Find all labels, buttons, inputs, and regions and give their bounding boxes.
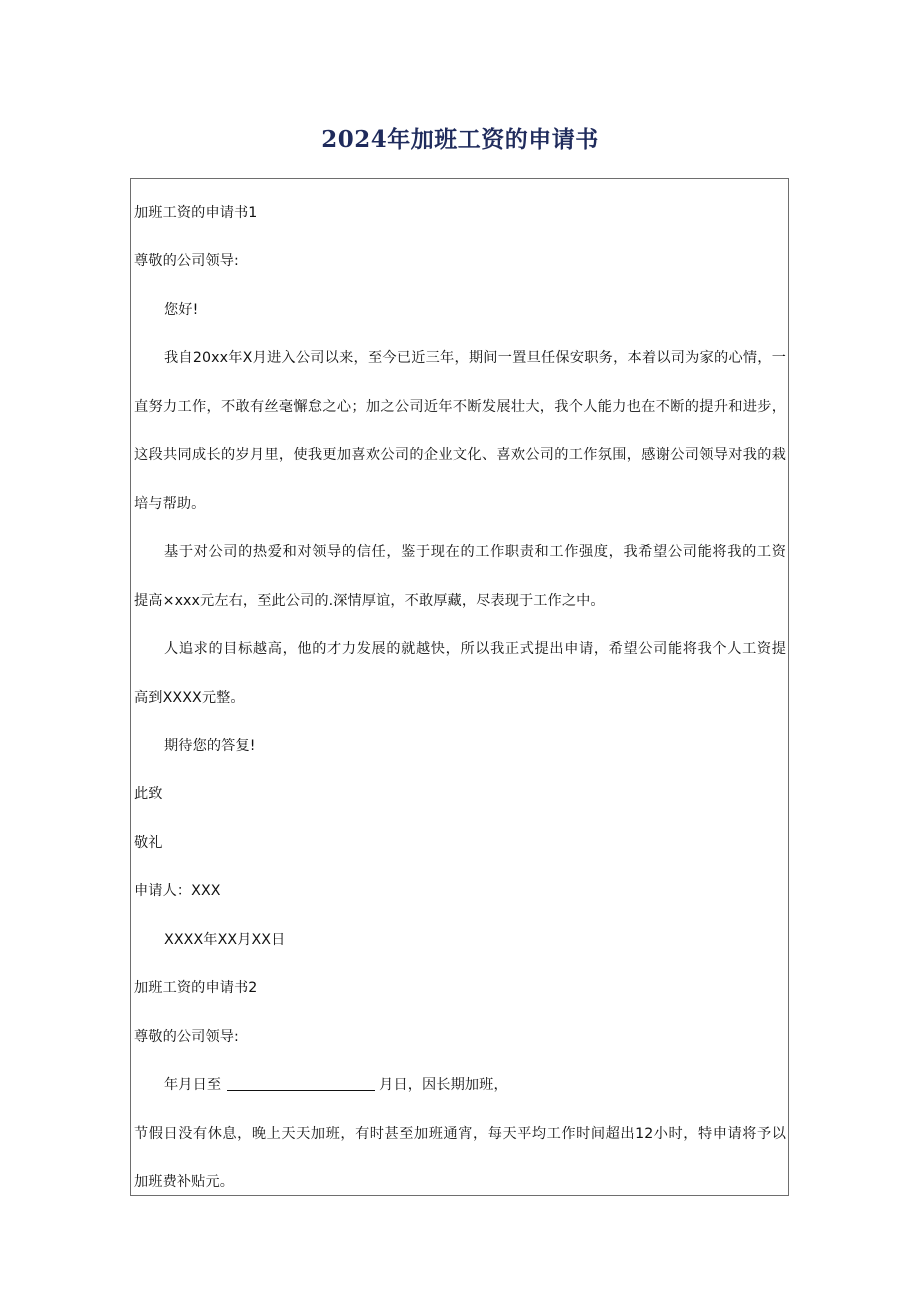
document-title: 2024年加班工资的申请书: [321, 126, 599, 153]
paragraph-line: 培与帮助。: [134, 496, 206, 512]
letter2-date-range-line: [164, 1073, 786, 1097]
letter1-jingli: 敬礼: [134, 835, 163, 851]
date-range-start: 年月日至: [164, 1077, 222, 1093]
paragraph-line: 高到XXXX元整。: [134, 690, 245, 706]
letter1-salutation: 尊敬的公司领导:: [134, 253, 239, 269]
letter1-applicant: 申请人：XXX: [134, 883, 221, 899]
letter1-heading: 加班工资的申请书1: [134, 205, 258, 221]
paragraph-line: 我自20xx年X月进入公司以来，至今已近三年，期间一置旦任保安职务，本着以司为家的心情，一: [164, 350, 786, 366]
fill-in-blank: [227, 1076, 375, 1091]
letter1-cizhi: 此致: [134, 786, 163, 802]
letter1-date: XXXX年XX月XX日: [164, 932, 286, 948]
paragraph-line: 提高×xxx元左右，至此公司的.深情厚谊，不敢厚藏，尽表现于工作之中。: [134, 593, 605, 609]
letter1-closing: 期待您的答复!: [164, 738, 256, 754]
letter1-greeting: 您好!: [164, 302, 199, 318]
letter2-salutation: 尊敬的公司领导:: [134, 1029, 239, 1045]
paragraph-line: 人追求的目标越高，他的才力发展的就越快，所以我正式提出申请，希望公司能将我个人工资提: [164, 641, 786, 657]
paragraph-line: 直努力工作，不敢有丝毫懈怠之心；加之公司近年不断发展壮大，我个人能力也在不断的提升和进步，: [134, 399, 786, 415]
letter2-heading: 加班工资的申请书2: [134, 980, 258, 996]
paragraph-line: 节假日没有休息，晚上天天加班，有时甚至加班通宵，每天平均工作时间超出12小时，特申请将予以: [134, 1126, 786, 1142]
paragraph-line: 基于对公司的热爱和对领导的信任，鉴于现在的工作职责和工作强度，我希望公司能将我的工资: [164, 544, 786, 560]
date-range-end: 月日，因长期加班，: [379, 1077, 508, 1093]
paragraph-line: 加班费补贴元。: [134, 1174, 235, 1190]
paragraph-line: 这段共同成长的岁月里，使我更加喜欢公司的企业文化、喜欢公司的工作氛围，感谢公司领导对我的栽: [134, 447, 786, 463]
